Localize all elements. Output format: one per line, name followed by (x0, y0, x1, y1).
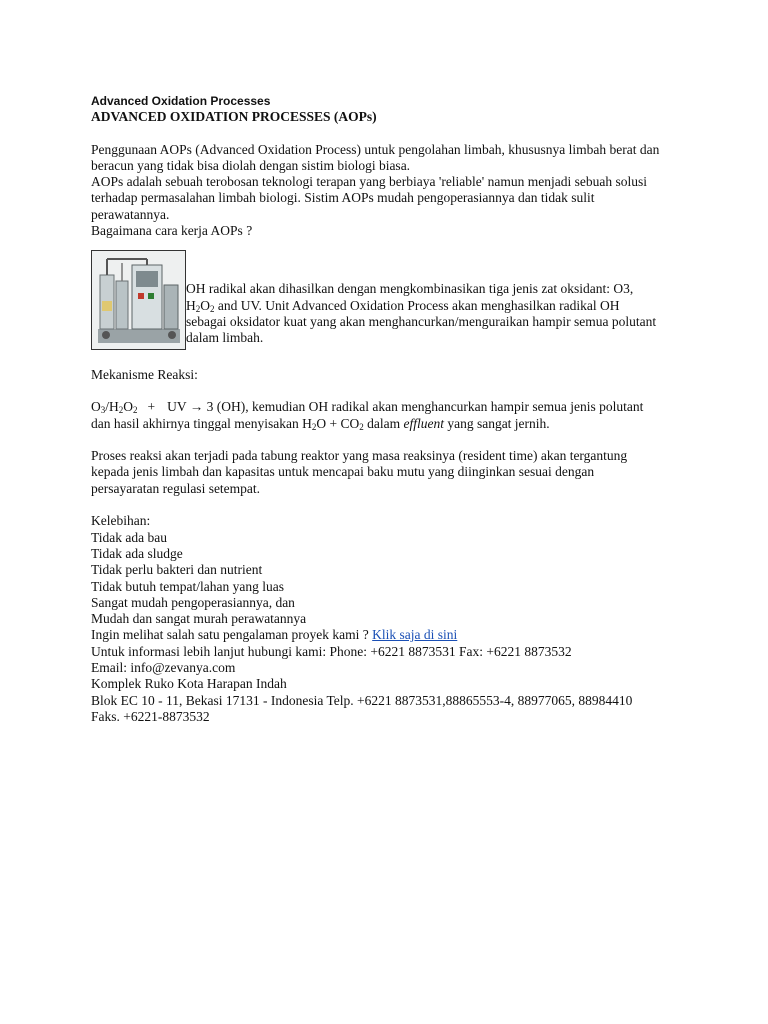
equipment-line-1: OH radikal akan dihasilkan dengan mengkombinasikan tiga jenis zat oksidant: O3, (186, 281, 634, 297)
subscript-2: 2 (133, 405, 138, 416)
arrow-icon: → (189, 399, 204, 415)
reaction-text: 3 (OH), kemudian OH radikal akan menghancurkan hampir semua jenis polutant (203, 399, 644, 415)
contact-phone-line: Untuk informasi lebih lanjut hubungi kami: Phone: +6221 8873531 Fax: +6221 8873532 (91, 643, 572, 659)
subscript-2: 2 (359, 421, 364, 432)
process-line-1: Proses reaksi akan terjadi pada tabung reaktor yang masa reaksinya (resident time) akan tergantung (91, 448, 628, 464)
process-line-2: kepada jenis limbah dan kapasitas untuk mencapai baku mutu yang diinginkan sesuai dengan (91, 464, 595, 480)
aop-unit-photo (91, 250, 186, 350)
intro-line-4: terhadap permasalahan limbah biologi. Sistim AOPs mudah pengoperasiannya dan tidak sulit (91, 190, 595, 206)
benefit-item: Sangat mudah pengoperasiannya, dan (91, 594, 295, 610)
contact-fax-line: Faks. +6221-8873532 (91, 708, 210, 724)
benefit-item: Mudah dan sangat murah perawatannya (91, 611, 307, 627)
project-line (91, 627, 691, 643)
o-symbol: O (123, 399, 133, 415)
mechanism-title: Mekanisme Reaksi: (91, 366, 198, 382)
reaction-result-text: dalam (363, 415, 404, 431)
intro-line-5: perawatannya. (91, 206, 170, 222)
benefits-title: Kelebihan: (91, 513, 151, 529)
project-link[interactable]: Klik saja di sini (372, 627, 458, 643)
equipment-line-4: dalam limbah. (186, 330, 264, 346)
reaction-equation-line-1 (91, 399, 691, 415)
reaction-result-text: yang sangat jernih. (443, 415, 550, 431)
benefit-item: Tidak perlu bakteri dan nutrient (91, 562, 263, 578)
subscript-3: 3 (100, 405, 106, 416)
intro-line-1: Penggunaan AOPs (Advanced Oxidation Process) untuk pengolahan limbah, khususnya limbah berat dan (91, 141, 660, 157)
equipment-line-2-text: and UV. Unit Advanced Oxidation Process akan menghasilkan radikal OH (214, 297, 620, 313)
uv-symbol: UV (167, 399, 187, 415)
contact-address-line-1: Komplek Ruko Kota Harapan Indah (91, 676, 287, 692)
equipment-description (186, 250, 676, 346)
question-line: Bagaimana cara kerja AOPs ? (91, 223, 253, 239)
subscript-2: 2 (118, 405, 124, 416)
contact-email-line: Email: info@zevanya.com (91, 660, 236, 676)
document-body (91, 93, 691, 725)
subscript-2: 2 (210, 303, 215, 314)
aop-unit-illustration (92, 251, 185, 349)
intro-line-2: beracun yang tidak bisa diolah dengan sistim biologi biasa. (91, 157, 411, 173)
plus-sign: + (147, 399, 156, 415)
subscript-2: 2 (311, 421, 317, 432)
contact-address-line-2: Blok EC 10 - 11, Bekasi 17131 - Indonesia Telp. +6221 8873531,88865553-4, 88977065, 88984410 (91, 692, 633, 708)
equipment-line-3: sebagai oksidator kuat yang akan menghancurkan/menguraikan hampir semua polutant (186, 313, 657, 329)
document-title: ADVANCED OXIDATION PROCESSES (AOPs) (91, 109, 377, 124)
o-symbol: O (91, 399, 101, 415)
h-symbol: H (186, 297, 196, 313)
equipment-line-2 (186, 298, 676, 314)
intro-line-3: AOPs adalah sebuah terobosan teknologi terapan yang berbiaya 'reliable' namun menjadi sebuah solusi (91, 174, 647, 190)
h-symbol: /H (105, 399, 119, 415)
benefit-item: Tidak butuh tempat/lahan yang luas (91, 578, 284, 594)
reaction-result-text: dan hasil akhirnya tinggal menyisakan H (91, 415, 312, 431)
process-line-3: persayaratan regulasi setempat. (91, 480, 261, 496)
project-text: Ingin melihat salah satu pengalaman proyek kami ? (91, 627, 373, 643)
reaction-result-text: O + CO (316, 415, 360, 431)
benefit-item: Tidak ada bau (91, 529, 167, 545)
equipment-section (91, 250, 691, 350)
benefit-item: Tidak ada sludge (91, 545, 183, 561)
o-symbol: O (200, 297, 210, 313)
reaction-equation-line-2 (91, 416, 691, 432)
subscript-2: 2 (195, 303, 201, 314)
document-header: Advanced Oxidation Processes (91, 94, 271, 108)
effluent-term: effluent (403, 415, 444, 431)
